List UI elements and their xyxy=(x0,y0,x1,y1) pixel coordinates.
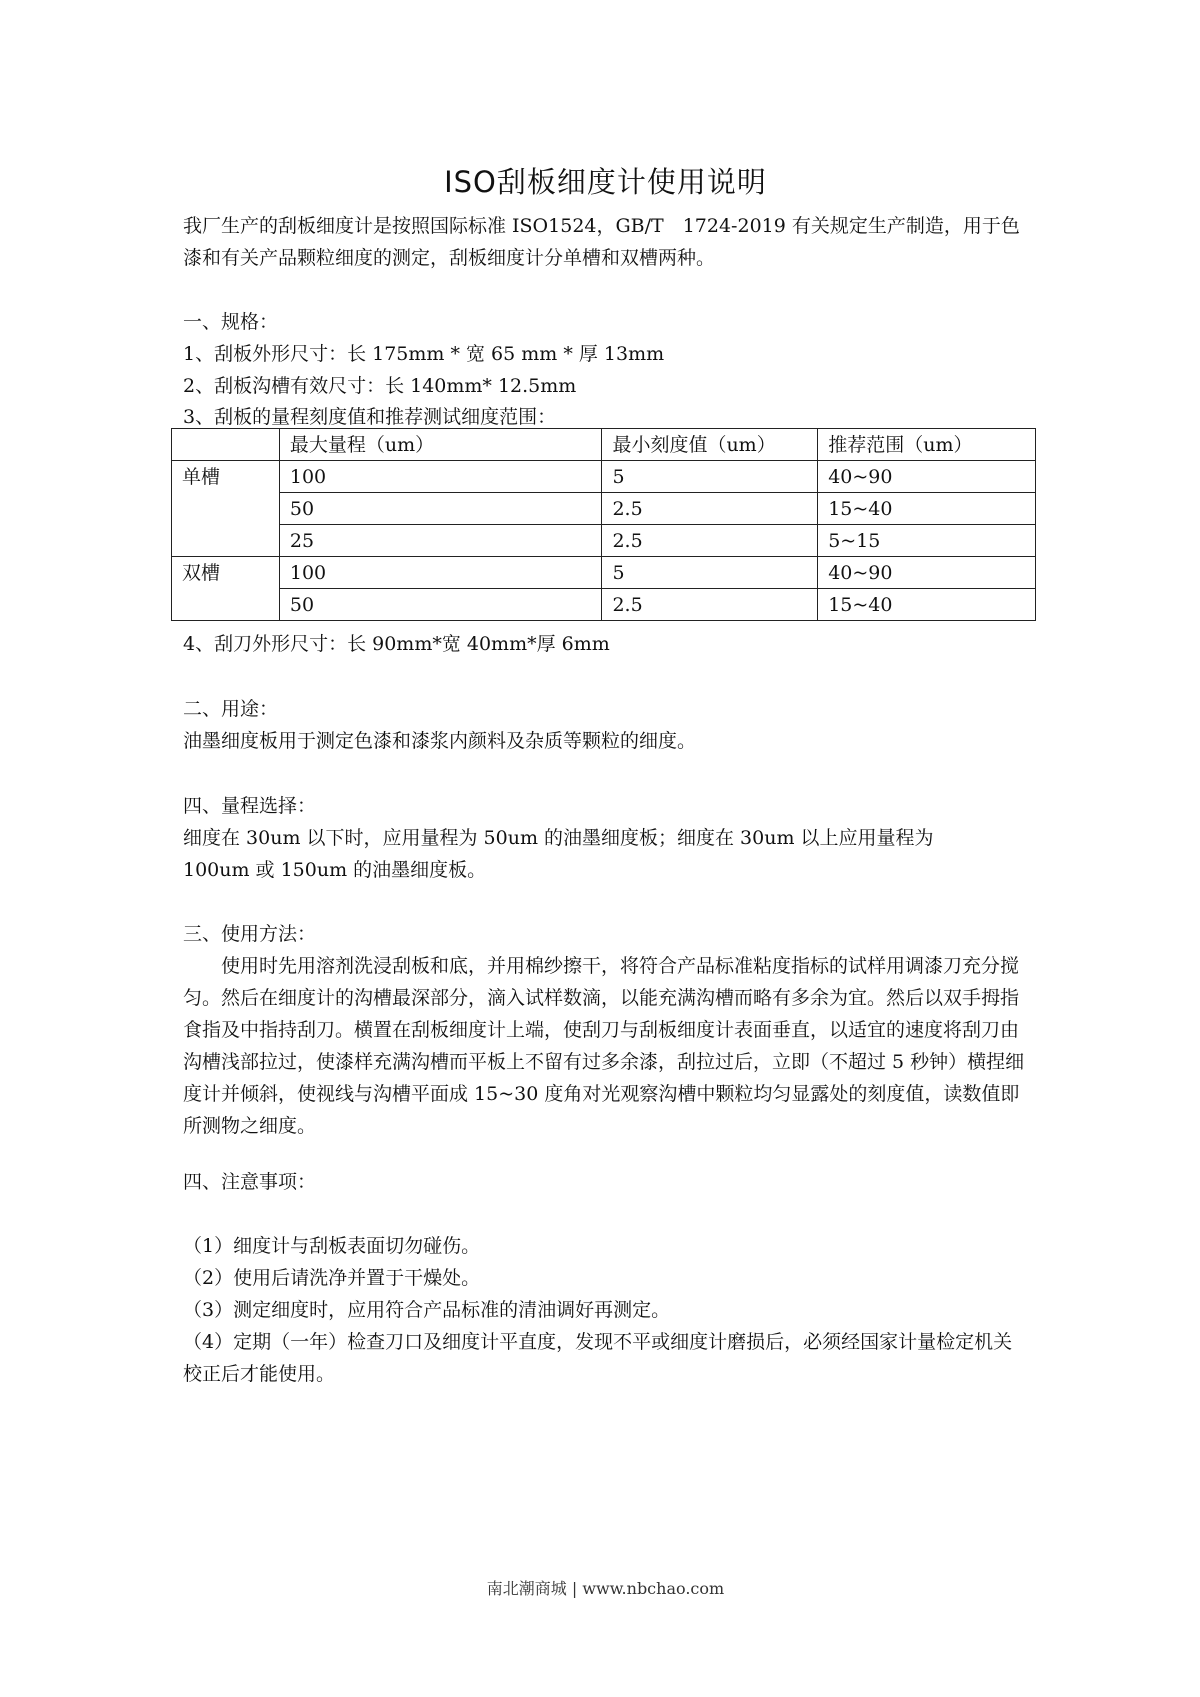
table-row xyxy=(172,589,1036,621)
spec-heading: 一、规格： xyxy=(183,311,279,333)
document-title: ISO刮板细度计使用说明 xyxy=(444,165,767,199)
table-cell: 15~40 xyxy=(818,493,1036,525)
note-item: （2）使用后请洗净并置于干燥处。 xyxy=(183,1267,481,1289)
spec-item-1: 1、刮板外形尺寸：长 175mm * 宽 65 mm * 厚 13mm xyxy=(183,343,665,365)
spec-item-2: 2、刮板沟槽有效尺寸：长 140mm* 12.5mm xyxy=(183,375,577,397)
intro-paragraph: 我厂生产的刮板细度计是按照国际标准 ISO1524，GB/T 1724-2019 有关规定生产制造，用于色漆和有关产品颗粒细度的测定，刮板细度计分单槽和双槽两种。 xyxy=(183,215,1020,269)
table-cell: 100 xyxy=(279,461,602,493)
table-header-cell: 最大量程（um） xyxy=(279,429,602,461)
range-heading: 四、量程选择： xyxy=(183,795,317,817)
spec-table xyxy=(171,428,1036,621)
group-label-double: 双槽 xyxy=(172,557,280,621)
table-cell: 40~90 xyxy=(818,557,1036,589)
range-line-2: 100um 或 150um 的油墨细度板。 xyxy=(183,859,487,881)
range-line-1: 细度在 30um 以下时，应用量程为 50um 的油墨细度板；细度在 30um 以上应用量程为 xyxy=(183,827,934,849)
table-row xyxy=(172,557,1036,589)
table-cell: 50 xyxy=(279,589,602,621)
table-cell: 2.5 xyxy=(602,589,818,621)
table-cell: 100 xyxy=(279,557,602,589)
table-cell: 50 xyxy=(279,493,602,525)
notes-heading: 四、注意事项： xyxy=(183,1171,317,1193)
table-header-cell xyxy=(172,429,280,461)
table-header-cell: 最小刻度值（um） xyxy=(602,429,818,461)
note-item: （3）测定细度时，应用符合产品标准的清油调好再测定。 xyxy=(183,1299,671,1321)
spec-item-3: 3、刮板的量程刻度值和推荐测试细度范围： xyxy=(183,406,557,428)
footer-text: 南北潮商城 | www.nbchao.com xyxy=(486,1579,725,1598)
table-cell: 2.5 xyxy=(602,493,818,525)
group-label-single: 单槽 xyxy=(172,461,280,557)
table-cell: 15~40 xyxy=(818,589,1036,621)
spec-item-4: 4、刮刀外形尺寸：长 90mm*宽 40mm*厚 6mm xyxy=(183,633,610,655)
usage-text: 油墨细度板用于测定色漆和漆浆内颜料及杂质等颗粒的细度。 xyxy=(183,730,697,752)
method-paragraph: 使用时先用溶剂洗浸刮板和底，并用棉纱擦干，将符合产品标准粘度指标的试样用调漆刀充分搅匀。然后在细度计的沟槽最深部分，滴入试样数滴，以能充满沟槽而略有多余为宜。然后以双手拇指食指及中指持刮刀。横置在刮板细度计上端，使刮刀与刮板细度计表面垂直，以适宜的速度将刮刀由沟槽浅部拉过，使漆样充满沟槽而平板上不留有过多余漆，刮拉过后，立即（不超过 5 秒钟）横捏细度计并倾斜，使视线与沟槽平面成 15~30 度角对光观察沟槽中颗粒均匀显露处的刻度值，读数值即所测物之细度。 xyxy=(183,955,1025,1137)
table-cell: 25 xyxy=(279,525,602,557)
method-heading: 三、使用方法： xyxy=(183,923,317,945)
table-header-cell: 推荐范围（um） xyxy=(818,429,1036,461)
note-item: （1）细度计与刮板表面切勿碰伤。 xyxy=(183,1235,481,1257)
table-row xyxy=(172,461,1036,493)
table-cell: 5~15 xyxy=(818,525,1036,557)
table-cell: 5 xyxy=(602,461,818,493)
note-item: （4）定期（一年）检查刀口及细度计平直度，发现不平或细度计磨损后，必须经国家计量检定机关校正后才能使用。 xyxy=(183,1331,1013,1385)
usage-heading: 二、用途： xyxy=(183,698,279,720)
table-row xyxy=(172,493,1036,525)
table-row xyxy=(172,525,1036,557)
table-cell: 2.5 xyxy=(602,525,818,557)
table-header-row xyxy=(172,429,1036,461)
table-cell: 40~90 xyxy=(818,461,1036,493)
table-cell: 5 xyxy=(602,557,818,589)
